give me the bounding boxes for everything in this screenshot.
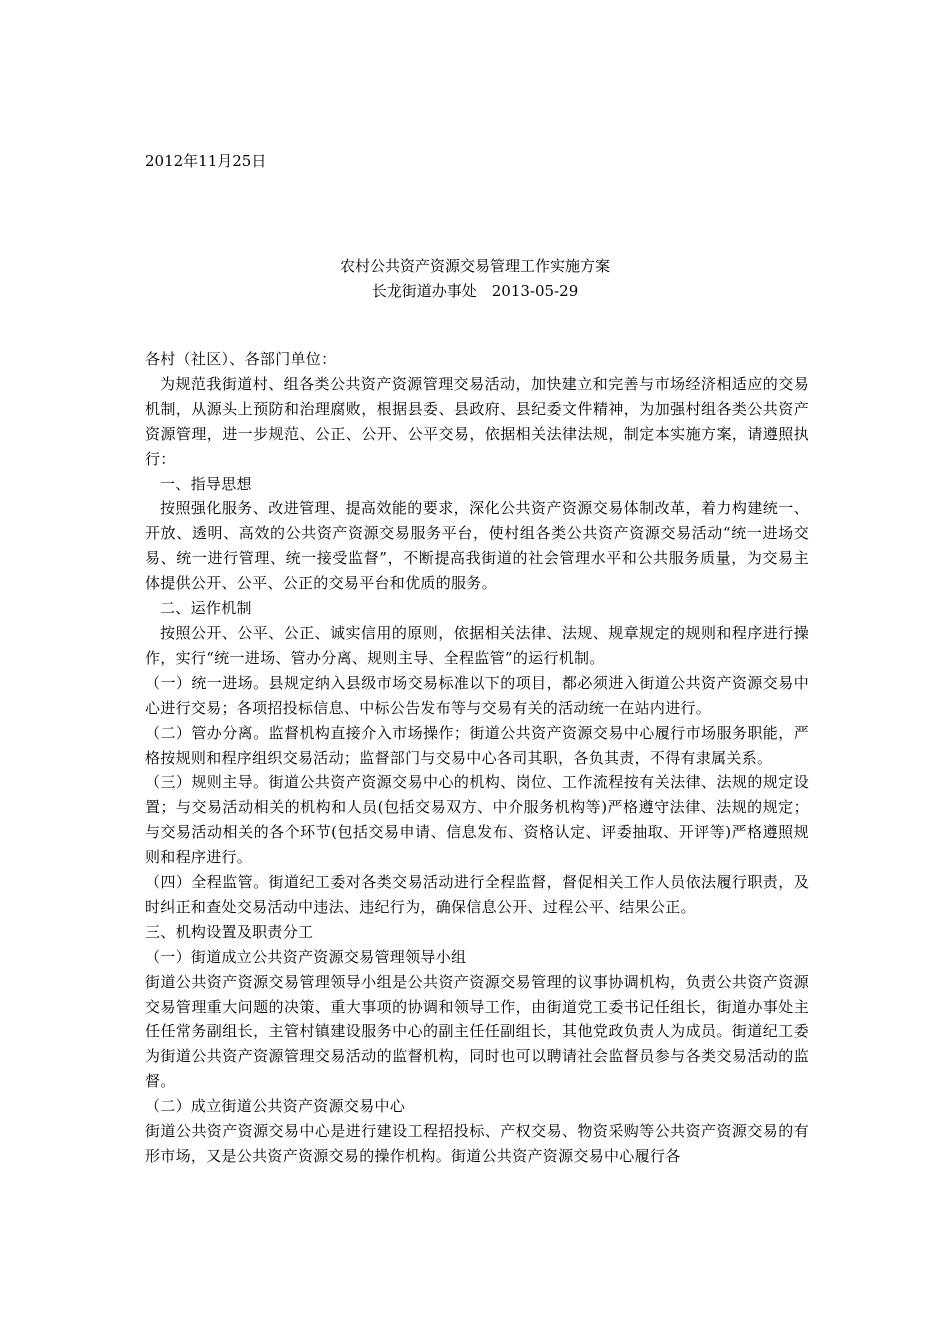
salutation: 各村（社区）、各部门单位：	[145, 350, 337, 368]
paragraph-guiding-idea: 按照强化服务、改进管理、提高效能的要求，深化公共资产资源交易体制改革，着力构建统一、开放、透明、高效的公共资产资源交易服务平台，使村组各类公共资产资源交易活动“统一进场交易、统一进行管理、统一接受监督”，不断提高我街道的社会管理水平和公共服务质量，为交易主体提供公开、公平、公正的交易平台和优质的服务。	[145, 499, 809, 593]
document-subtitle: 长龙街道办事处 2013-05-29	[371, 282, 579, 300]
paragraph-mechanism: 按照公开、公平、公正、诚实信用的原则，依据相关法律、法规、规章规定的规则和程序进行操作，实行“统一进场、管办分离、规则主导、全程监管”的运行机制。	[145, 623, 809, 667]
section-heading-1: 一、指导思想	[160, 474, 252, 493]
intro-paragraph: 为规范我街道村、组各类公共资产资源管理交易活动，加快建立和完善与市场经济相适应的交易机制，从源头上预防和治理腐败，根据县委、县政府、县纪委文件精神，为加强村组各类公共资产资源管理，进一步规范、公正、公开、公平交易，依据相关法律法规，制定本实施方案，请遵照执行：	[145, 374, 809, 468]
paragraph-trading-center: 街道公共资产资源交易中心是进行建设工程招投标、产权交易、物资采购等公共资产资源交易的有形市场，又是公共资产资源交易的操作机构。街道公共资产资源交易中心履行各	[145, 1122, 809, 1165]
section-heading-2: 二、运作机制	[160, 599, 252, 618]
paragraph-leading-group: 街道公共资产资源交易管理领导小组是公共资产资源交易管理的议事协调机构，负责公共资产资源交易管理重大问题的决策、重大事项的协调和领导工作，由街道党工委书记任组长，街道办事处主任任常务副组长，主管村镇建设服务中心的副主任任副组长，其他党政负责人为成员。街道纪工委为街道公共资产资源管理交易活动的监督机构，同时也可以聘请社会监督员参与各类交易活动的监督。	[145, 972, 809, 1091]
document-title: 农村公共资产资源交易管理工作实施方案	[339, 257, 610, 275]
section-heading-3: 三、机构设置及职责分工	[145, 922, 314, 941]
subsection-heading-2: （二）成立街道公共资产资源交易中心	[145, 1097, 406, 1116]
document-body	[145, 347, 809, 1169]
paragraph-item-4: （四）全程监管。街道纪工委对各类交易活动进行全程监督，督促相关工作人员依法履行职责，及时纠正和查处交易活动中违法、违纪行为，确保信息公开、过程公平、结果公正。	[145, 873, 809, 916]
document-date: 2012年11月25日	[145, 152, 267, 170]
paragraph-item-1: （一）统一进场。县规定纳入县级市场交易标准以下的项目，都必须进入街道公共资产资源交易中心进行交易；各项招投标信息、中标公告发布等与交易有关的活动统一在站内进行。	[145, 673, 809, 717]
paragraph-item-2: （二）管办分离。监督机构直接介入市场操作；街道公共资产资源交易中心履行市场服务职能，严格按规则和程序组织交易活动；监督部门与交易中心各司其职，各负其责，不得有隶属关系。	[145, 723, 809, 767]
paragraph-item-3: （三）规则主导。街道公共资产资源交易中心的机构、岗位、工作流程按有关法律、法规的规定设置；与交易活动相关的机构和人员(包括交易双方、中介服务机构等)严格遵守法律、法规的规定；与交易活动相关的各个环节(包括交易申请、信息发布、资格认定、评委抽取、开评等)严格遵照规则和程序进行。	[145, 773, 809, 867]
subsection-heading-1: （一）街道成立公共资产资源交易管理领导小组	[145, 947, 467, 966]
